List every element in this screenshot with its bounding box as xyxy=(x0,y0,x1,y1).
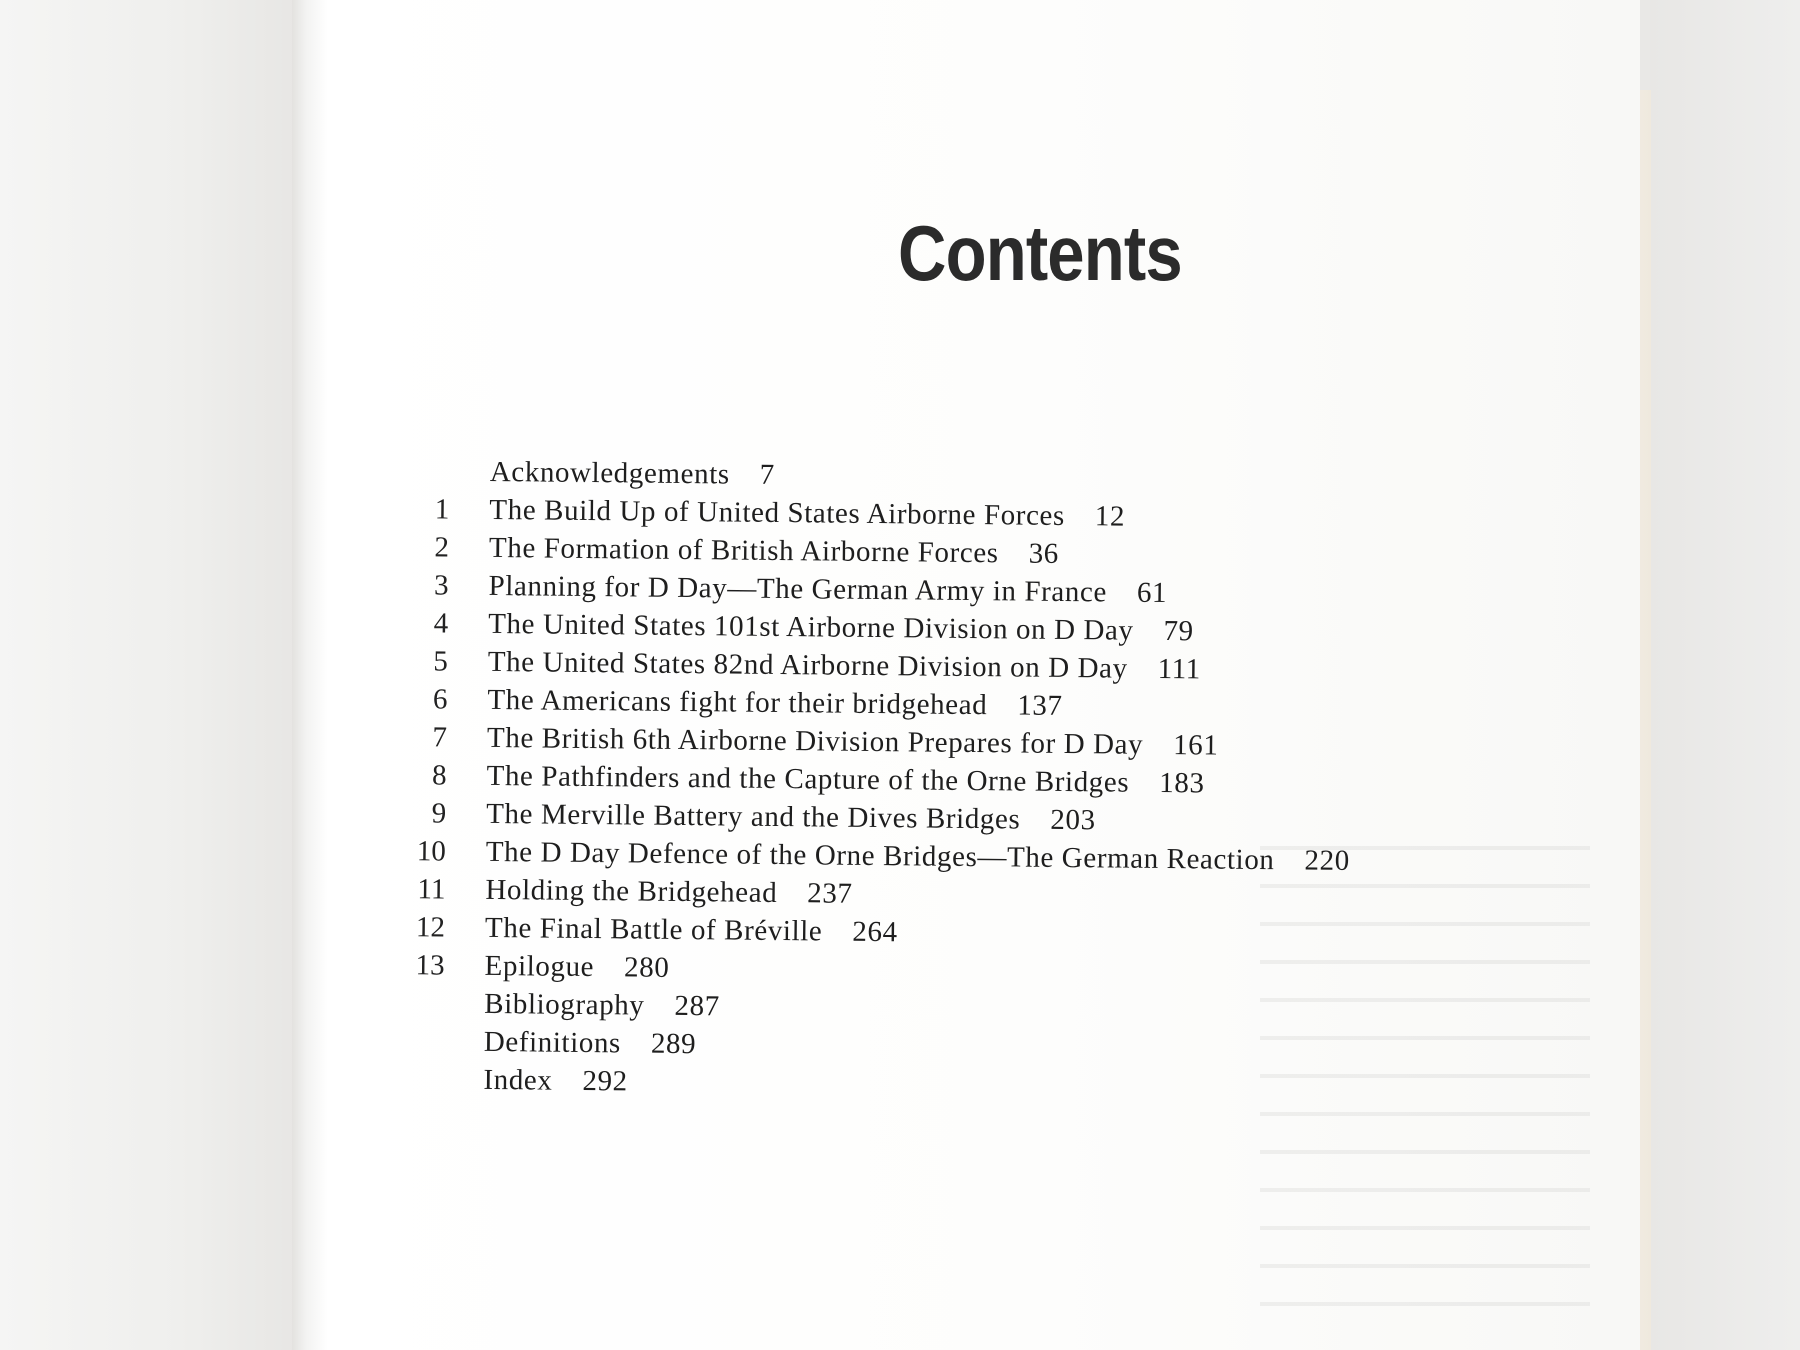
chapter-title-line xyxy=(490,453,775,494)
page-number: 220 xyxy=(1304,844,1350,877)
chapter-title-line xyxy=(487,681,1063,725)
chapter-number: 2 xyxy=(434,531,450,564)
chapter-title: The Build Up of United States Airborne Forces xyxy=(489,493,1066,532)
chapter-title-line xyxy=(489,491,1125,536)
page-number: 287 xyxy=(674,989,720,1023)
chapter-number xyxy=(394,1022,444,1023)
chapter-title: Epilogue xyxy=(484,949,595,984)
background-surface xyxy=(1650,0,1800,1350)
page-number: 79 xyxy=(1163,615,1194,648)
facing-page xyxy=(0,0,300,1350)
chapter-title: Planning for D Day—The German Army in France xyxy=(488,569,1108,609)
page-number: 12 xyxy=(1094,500,1126,533)
chapter-title-line xyxy=(485,909,898,951)
chapter-number: 10 xyxy=(416,835,446,868)
chapter-number: 12 xyxy=(415,911,446,944)
chapter-title: Bibliography xyxy=(484,987,645,1022)
chapter-title: The United States 82nd Airborne Division on D Day xyxy=(487,645,1128,685)
chapter-title: The Merville Battery and the Dives Bridges xyxy=(486,797,1021,836)
page-number: 289 xyxy=(650,1027,697,1061)
chapter-title: The British 6th Airborne Division Prepares for D Day xyxy=(486,721,1144,761)
chapter-number xyxy=(394,984,444,985)
page-number: 7 xyxy=(759,458,775,491)
chapter-title: Definitions xyxy=(483,1025,622,1060)
chapter-title: Index xyxy=(483,1063,553,1097)
chapter-number: 9 xyxy=(431,797,447,830)
page-number: 292 xyxy=(582,1064,628,1098)
chapter-number xyxy=(400,452,450,453)
chapter-title: Acknowledgements xyxy=(489,455,730,491)
chapter-title: The Final Battle of Bréville xyxy=(484,911,823,948)
chapter-title-line xyxy=(485,871,853,913)
chapter-title: The United States 101st Airborne Division on D Day xyxy=(488,607,1134,647)
chapter-number: 8 xyxy=(431,759,447,792)
chapter-number: 3 xyxy=(433,569,449,602)
chapter-title: The Pathfinders and the Capture of the Orne Bridges xyxy=(486,759,1130,799)
chapter-title-line xyxy=(484,947,669,987)
page-number: 36 xyxy=(1028,537,1060,570)
chapter-number: 6 xyxy=(432,683,448,716)
page-number: 183 xyxy=(1159,766,1205,800)
page-number: 237 xyxy=(807,877,853,910)
chapter-title-line xyxy=(489,529,1059,573)
page-title: Contents xyxy=(898,209,1182,297)
page-number: 280 xyxy=(623,951,670,984)
chapter-title-line xyxy=(484,1023,697,1063)
chapter-title: The Americans fight for their bridgehead xyxy=(487,683,988,722)
page-number: 161 xyxy=(1173,729,1219,762)
page-number: 111 xyxy=(1157,652,1202,686)
page-number: 203 xyxy=(1050,803,1096,837)
chapter-number: 4 xyxy=(433,607,449,640)
chapter-number xyxy=(394,1060,444,1061)
chapter-title-line xyxy=(483,1061,628,1101)
chapter-number: 5 xyxy=(433,645,448,678)
chapter-title-line xyxy=(484,985,720,1025)
contents-list xyxy=(393,452,1550,1110)
chapter-title: Holding the Bridgehead xyxy=(485,873,778,909)
chapter-number: 13 xyxy=(415,949,445,982)
chapter-title: The D Day Defence of the Orne Bridges—The German Reaction xyxy=(485,835,1275,877)
page-number: 264 xyxy=(852,915,898,949)
chapter-number: 7 xyxy=(432,721,448,754)
chapter-title-line xyxy=(486,795,1096,839)
page-number: 61 xyxy=(1136,576,1168,610)
chapter-number: 1 xyxy=(434,493,450,526)
book-gutter xyxy=(292,0,328,1350)
chapter-number: 11 xyxy=(417,873,446,906)
page-number: 137 xyxy=(1017,689,1063,722)
chapter-title: The Formation of British Airborne Forces xyxy=(488,531,999,570)
